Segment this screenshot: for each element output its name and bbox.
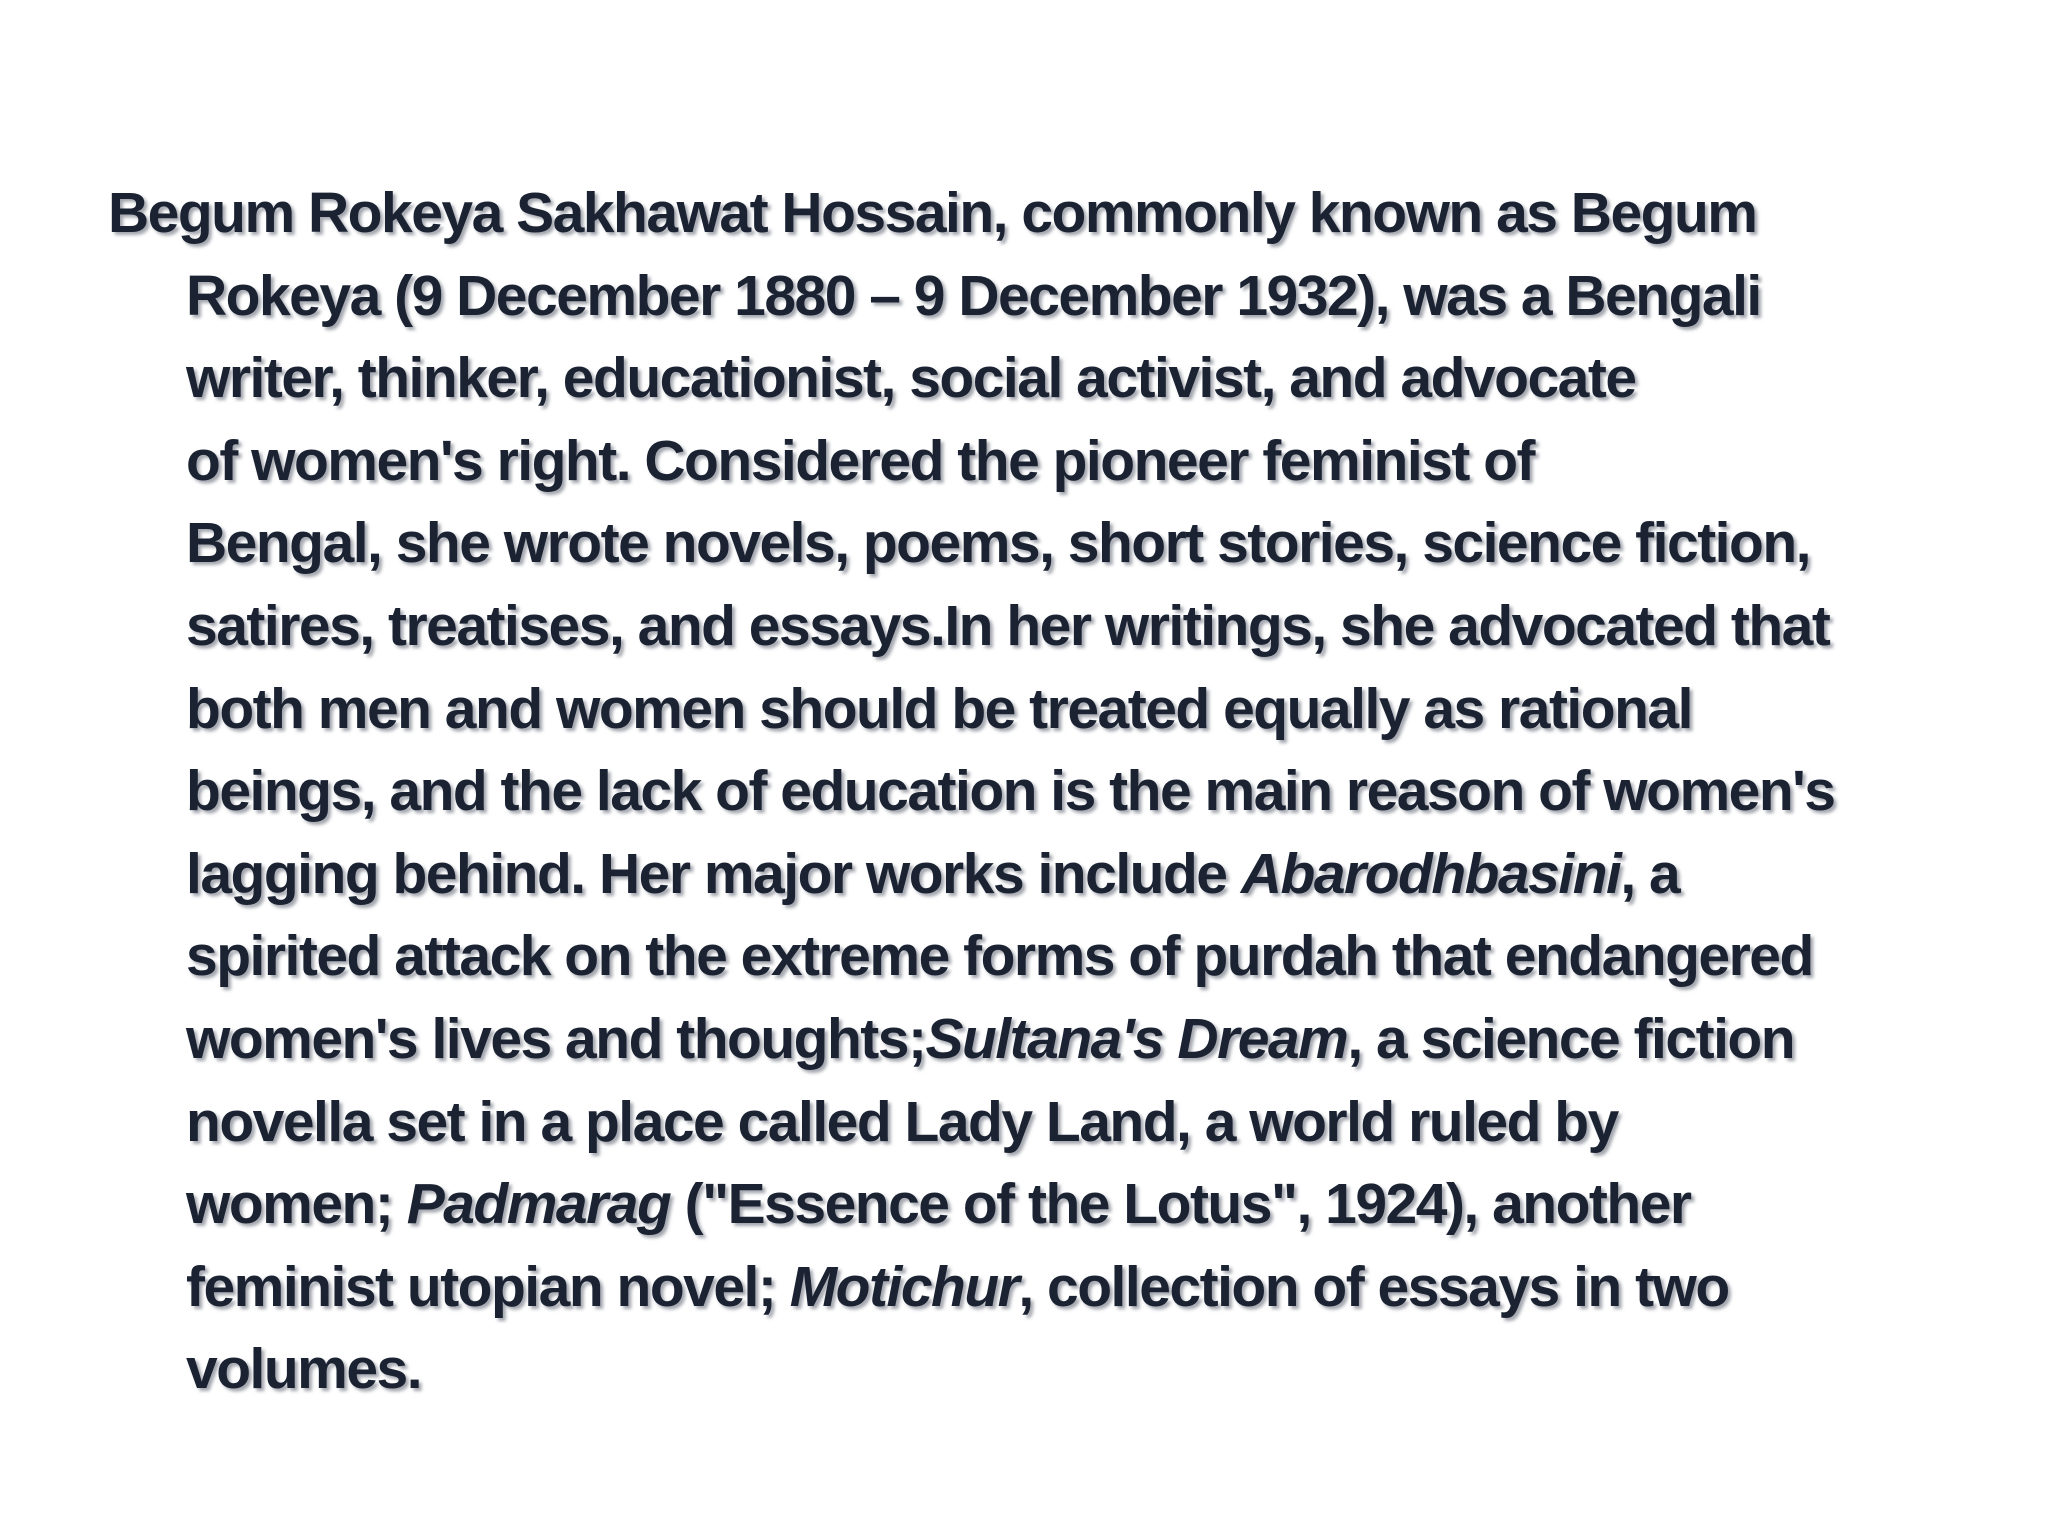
- text-line: lagging behind. Her major works include Abarodhbasini, a: [186, 841, 1680, 906]
- text-line: volumes.: [186, 1337, 422, 1402]
- biography-paragraph: [108, 172, 1988, 1411]
- text-line: Bengal, she wrote novels, poems, short stories, science fiction,: [186, 511, 1810, 576]
- work-title-motichur: Motichur: [789, 1254, 1019, 1319]
- text-line: women's lives and thoughts;Sultana's Dream, a science fiction: [186, 1006, 1795, 1071]
- work-title-sultanas-dream: Sultana's Dream: [925, 1006, 1348, 1071]
- text-line: Begum Rokeya Sakhawat Hossain, commonly known as Begum: [108, 181, 1757, 245]
- text-line: novella set in a place called Lady Land, a world ruled by: [186, 1089, 1618, 1154]
- text-line: feminist utopian novel; Motichur, collection of essays in two: [186, 1254, 1729, 1319]
- text-line: satires, treatises, and essays.In her writings, she advocated that: [186, 593, 1830, 658]
- text-line: spirited attack on the extreme forms of purdah that endangered: [186, 924, 1813, 989]
- text-line: beings, and the lack of education is the main reason of women's: [186, 759, 1835, 824]
- text-line: both men and women should be treated equally as rational: [186, 676, 1692, 741]
- text-line: of women's right. Considered the pioneer feminist of: [186, 428, 1535, 493]
- work-title-padmarag: Padmarag: [406, 1172, 671, 1237]
- text-line: Rokeya (9 December 1880 – 9 December 1932), was a Bengali: [186, 263, 1761, 328]
- text-line: writer, thinker, educationist, social activist, and advocate: [186, 346, 1636, 411]
- work-title-abarodhbasini: Abarodhbasini: [1240, 841, 1621, 906]
- text-line: women; Padmarag ("Essence of the Lotus", 1924), another: [186, 1172, 1691, 1237]
